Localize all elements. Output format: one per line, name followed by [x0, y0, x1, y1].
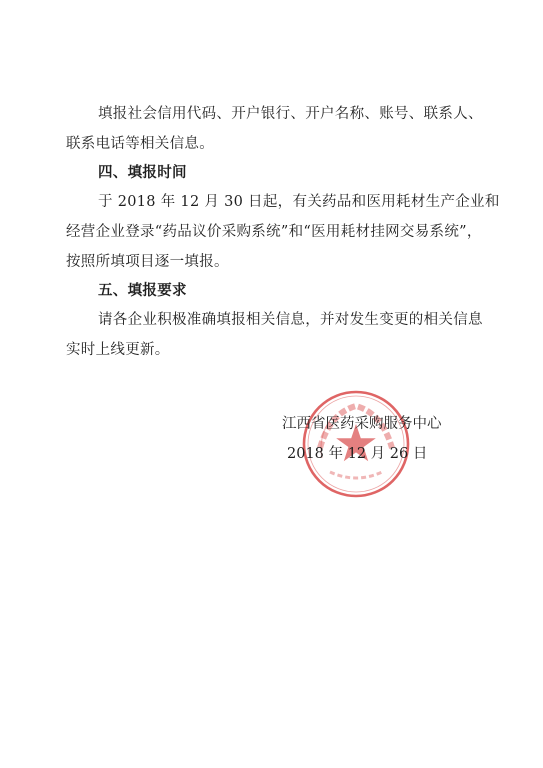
paragraph-2-line-2: 经营企业登录“药品议价采购系统”和“医用耗材挂网交易系统”， [66, 224, 482, 240]
paragraph-2-line-3: 按照所填项目逐一填报。 [66, 254, 229, 270]
paragraph-2-line-1: 于 2018 年 12 月 30 日起，有关药品和医用耗材生产企业和 [98, 194, 500, 210]
issuing-organization: 江西省医药采购服务中心 [282, 416, 442, 432]
paragraph-1-line-2: 联系电话等相关信息。 [66, 136, 214, 152]
paragraph-3-line-1: 请各企业积极准确填报相关信息，并对发生变更的相关信息 [98, 312, 483, 328]
issue-date: 2018 年 12 月 26 日 [287, 446, 428, 462]
paragraph-1-line-1: 填报社会信用代码、开户银行、开户名称、账号、联系人、 [98, 106, 483, 122]
section-heading-5: 五、填报要求 [98, 283, 187, 299]
section-heading-4: 四、填报时间 [98, 165, 187, 181]
paragraph-3-line-2: 实时上线更新。 [66, 342, 170, 358]
